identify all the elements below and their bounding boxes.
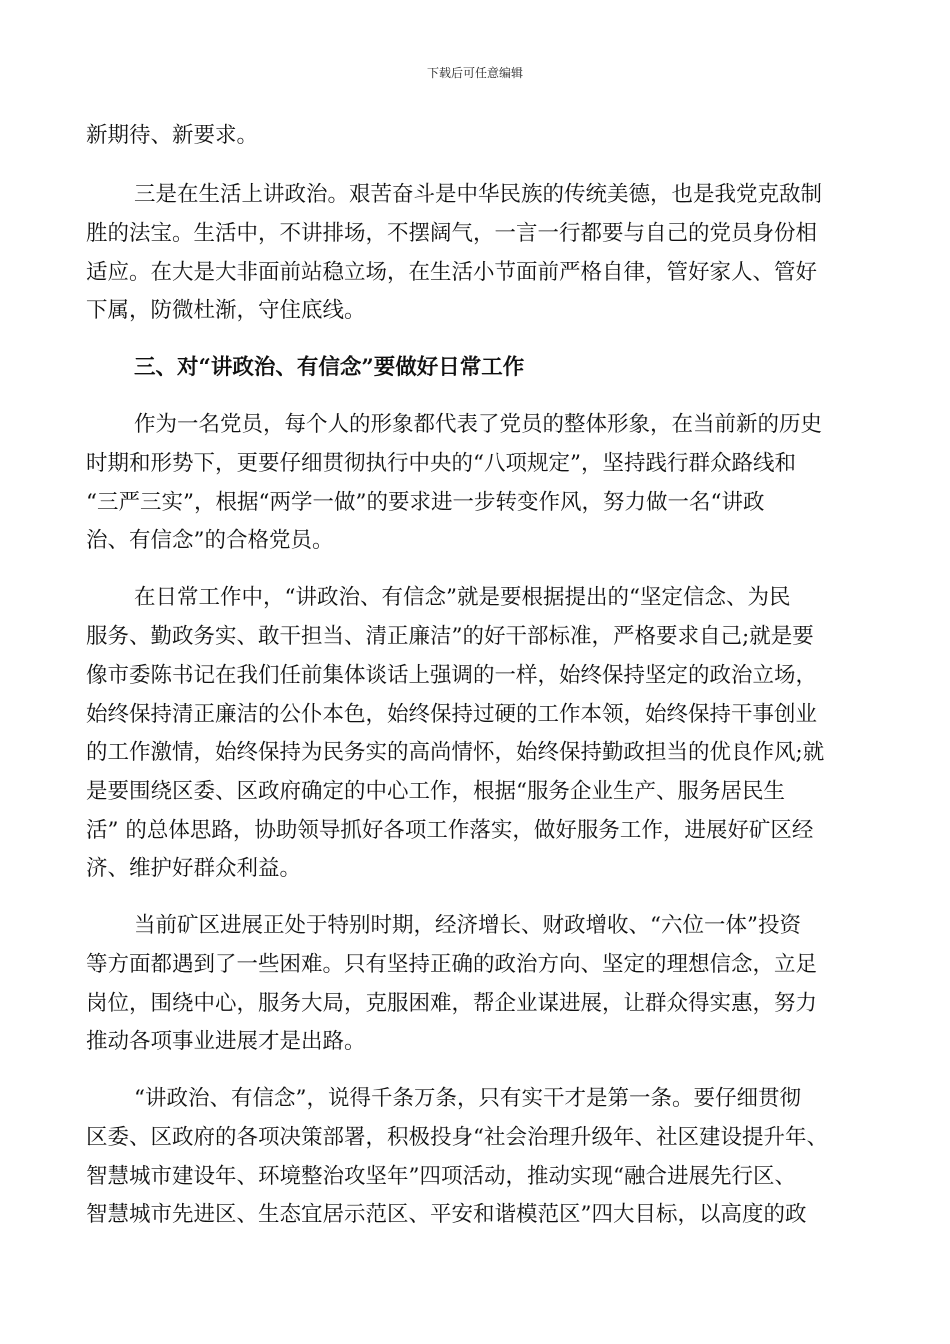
text-line: 智慧城市建设年、环境整治攻坚年”四项活动，推动实现“融合进展先行区、 xyxy=(86,1164,796,1189)
text-line: “三严三实”，根据“两学一做”的要求进一步转变作风，努力做一名“讲政 xyxy=(86,490,765,515)
text-line: 的工作激情，始终保持为民务实的高尚情怀，始终保持勤政担当的优良作风;就 xyxy=(86,740,825,765)
text-line: 始终保持清正廉洁的公仆本色，始终保持过硬的工作本领，始终保持干事创业 xyxy=(86,702,818,727)
text-line: 时期和形势下，更要仔细贯彻执行中央的“八项规定”，坚持践行群众路线和 xyxy=(86,451,796,476)
text-line: 济、维护好群众利益。 xyxy=(86,856,302,881)
text-line: 等方面都遇到了一些困难。只有坚持正确的政治方向、坚定的理想信念，立足 xyxy=(86,952,818,977)
text-line: 作为一名党员，每个人的形象都代表了党员的整体形象，在当前新的历史 xyxy=(134,412,823,437)
text-line: 适应。在大是大非面前站稳立场，在生活小节面前严格自律，管好家人、管好 xyxy=(86,260,818,285)
text-line: 像市委陈书记在我们任前集体谈话上强调的一样，始终保持坚定的政治立场， xyxy=(86,663,818,688)
text-line: 治、有信念”的合格党员。 xyxy=(86,528,334,553)
text-line: 当前矿区进展正处于特别时期，经济增长、财政增收、“六位一体”投资 xyxy=(134,913,801,938)
text-line: 在日常工作中，“讲政治、有信念”就是要根据提出的“坚定信念、为民 xyxy=(134,585,791,610)
header-note: 下载后可任意编辑 xyxy=(426,66,523,80)
text-line: 区委、区政府的各项决策部署，积极投身“社会治理升级年、社区建设提升年、 xyxy=(86,1125,828,1150)
section-heading: 三、对“讲政治、有信念”要做好日常工作 xyxy=(134,355,525,380)
text-line: 胜的法宝。生活中，不讲排场，不摆阔气，一言一行都要与自己的党员身份相 xyxy=(86,221,818,246)
text-line: 推动各项事业进展才是出路。 xyxy=(86,1029,366,1054)
text-line: 岗位，围绕中心，服务大局，克服困难，帮企业谋进展，让群众得实惠，努力 xyxy=(86,991,818,1016)
text-line: 新期待、新要求。 xyxy=(86,123,259,148)
text-line: 活” 的总体思路，协助领导抓好各项工作落实，做好服务工作，进展好矿区经 xyxy=(86,818,814,843)
text-line: 服务、勤政务实、敢干担当、清正廉洁”的好干部标准，严格要求自己;就是要 xyxy=(86,624,814,649)
text-line: “讲政治、有信念”，说得千条万条，只有实干才是第一条。要仔细贯彻 xyxy=(134,1086,801,1111)
text-line: 下属，防微杜渐，守住底线。 xyxy=(86,298,366,323)
text-line: 智慧城市先进区、生态宜居示范区、平安和谐模范区”四大目标，以高度的政 xyxy=(86,1202,807,1227)
text-line: 三是在生活上讲政治。艰苦奋斗是中华民族的传统美德，也是我党克敌制 xyxy=(134,182,823,207)
text-line: 是要围绕区委、区政府确定的中心工作，根据“服务企业生产、服务居民生 xyxy=(86,779,785,804)
